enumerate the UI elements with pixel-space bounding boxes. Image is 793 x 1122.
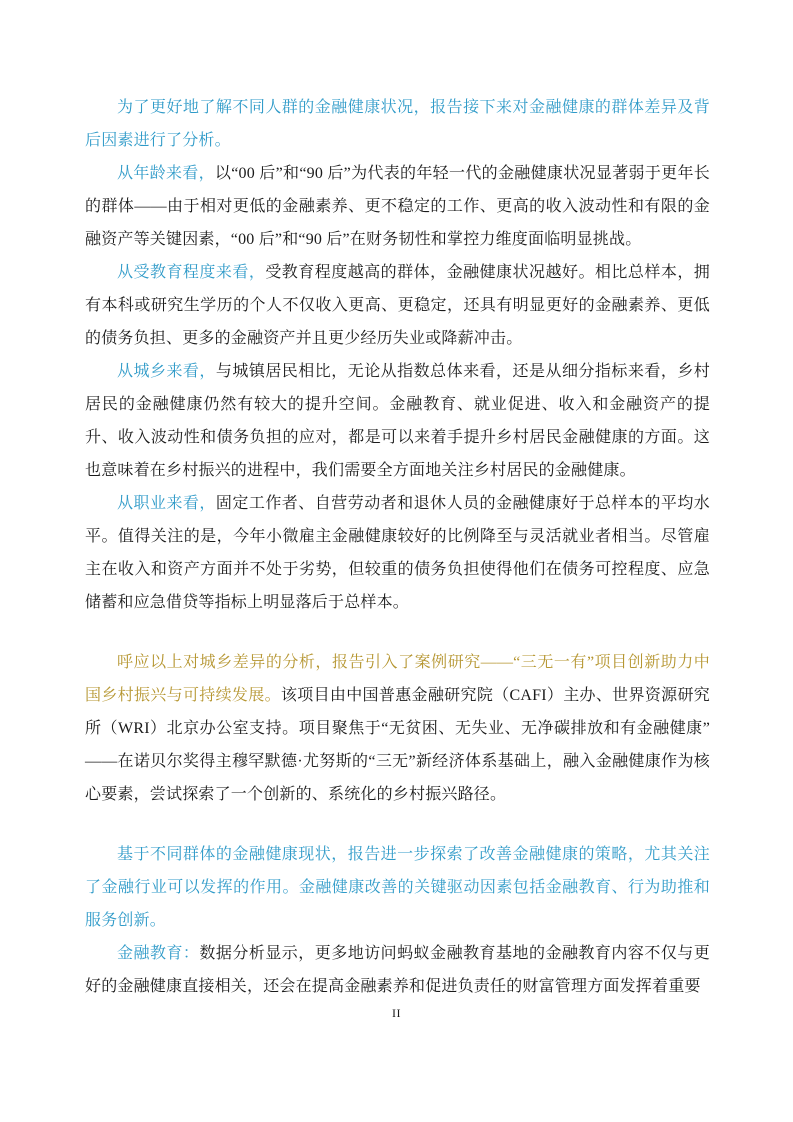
text-run-lead: 从城乡来看，	[117, 363, 216, 380]
page-footer	[0, 1004, 793, 1022]
text-run-lead: 呼应以上对城乡差异的分析，报告引入了案例研究——“三无一有”项目创新助力中国乡村振兴与可持续发展。	[85, 654, 710, 704]
paragraph-case-study	[85, 646, 710, 811]
text-run: 受教育程度越高的群体，金融健康状况越好。相比总样本，拥有本科或研究生学历的个人不仅收入更高、更稳定，还具有明显更好的金融素养、更低的债务负担、更多的金融资产并且更少经历失业或降薪冲击。	[85, 264, 710, 347]
paragraph-financial-education	[85, 937, 710, 1003]
text-run: 为了更好地了解不同人群的金融健康状况，报告接下来对金融健康的群体差异及背后因素进行了分析。	[85, 99, 710, 149]
paragraph-occupation	[85, 487, 710, 619]
text-run: 该项目由中国普惠金融研究院（CAFI）主办、世界资源研究所（WRI）北京办公室支持。项目聚焦于“无贫困、无失业、无净碳排放和有金融健康”——在诺贝尔奖得主穆罕默德·尤努斯的“三无”新经济体系基础上，融入金融健康作为核心要素，尝试探索了一个创新的、系统化的乡村振兴路径。	[85, 687, 710, 803]
paragraph-strategies	[85, 838, 710, 937]
text-run: 数据分析显示，更多地访问蚂蚁金融教育基地的金融教育内容不仅与更好的金融健康直接相关，还会在提高金融素养和促进负责任的财富管理方面发挥着重要	[85, 945, 710, 995]
paragraph-urban-rural	[85, 355, 710, 487]
text-run: 固定工作者、自营劳动者和退休人员的金融健康好于总样本的平均水平。值得关注的是，今年小微雇主金融健康较好的比例降至与灵活就业者相当。尽管雇主在收入和资产方面并不处于劣势，但较重的债务负担使得他们在债务可控程度、应急储蓄和应急借贷等指标上明显落后于总样本。	[85, 495, 710, 611]
text-run-lead: 从受教育程度来看，	[117, 264, 266, 281]
text-run-lead: 金融教育：	[117, 945, 200, 962]
document-body	[85, 91, 710, 1003]
text-run: 与城镇居民相比，无论从指数总体来看，还是从细分指标来看，乡村居民的金融健康仍然有较大的提升空间。金融教育、就业促进、收入和金融资产的提升、收入波动性和债务负担的应对，都是可以来着手提升乡村居民金融健康的方面。这也意味着在乡村振兴的进程中，我们需要全方面地关注乡村居民的金融健康。	[85, 363, 710, 479]
paragraph-age	[85, 157, 710, 256]
text-run-lead: 从职业来看，	[117, 495, 216, 512]
page-number: II	[392, 1006, 401, 1020]
paragraph-education	[85, 256, 710, 355]
text-run: 基于不同群体的金融健康现状，报告进一步探索了改善金融健康的策略，尤其关注了金融行业可以发挥的作用。金融健康改善的关键驱动因素包括金融教育、行为助推和服务创新。	[85, 846, 710, 929]
paragraph-intro	[85, 91, 710, 157]
text-run-lead: 从年龄来看，	[117, 165, 215, 182]
text-run: 以“00 后”和“90 后”为代表的年轻一代的金融健康状况显著弱于更年长的群体——由于相对更低的金融素养、更不稳定的工作、更高的收入波动性和有限的金融资产等关键因素，“00 后”和“90 后”在财务韧性和掌控力维度面临明显挑战。	[85, 165, 710, 248]
